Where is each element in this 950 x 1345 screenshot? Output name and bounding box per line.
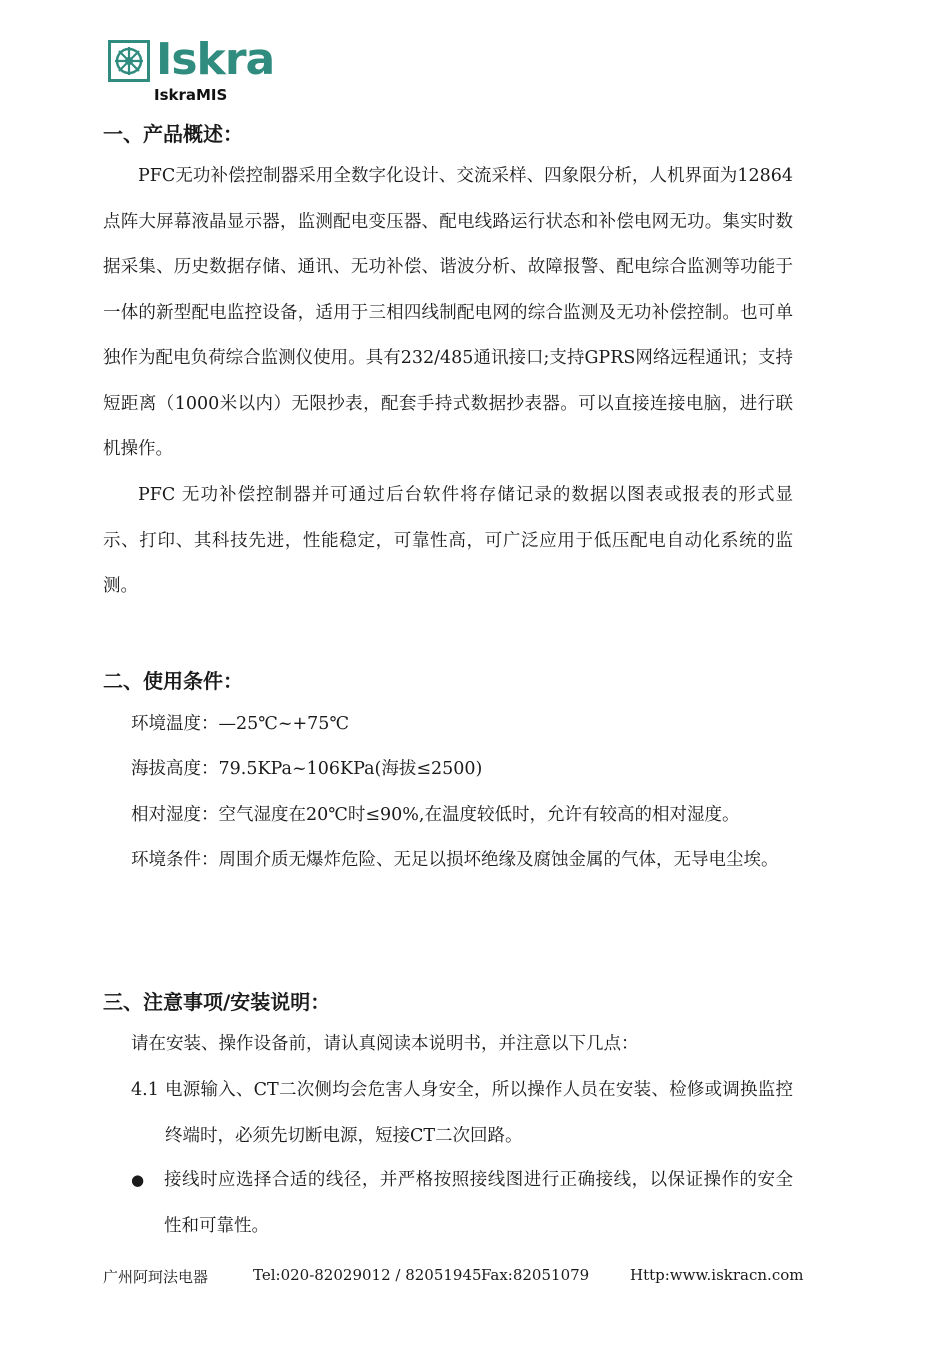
note-bullet-item	[131, 1158, 793, 1249]
section1-paragraph1: PFC无功补偿控制器采用全数字化设计、交流采样、四象限分析，人机界面为12864点阵大屏幕液晶显示器，监测配电变压器、配电线路运行状态和补偿电网无功。集实时数据采集、历史数据存储、通讯、无功补偿、谐波分析、故障报警、配电综合监测等功能于一体的新型配电监控设备，适用于三相四线制配电网的综合监测及无功补偿控制。也可单独作为配电负荷综合监测仪使用。具有232/485通讯接口;支持GPRS网络远程通讯；支持短距离（1000米以内）无限抄表，配套手持式数据抄表器。可以直接连接电脑，进行联机操作。	[103, 166, 793, 459]
logo-sub-name: IskraMIS	[154, 86, 228, 104]
iskra-logo-icon	[108, 40, 150, 82]
section1-heading: 一、产品概述：	[103, 122, 243, 146]
condition-environment	[131, 838, 793, 884]
note-item-4-1	[131, 1068, 793, 1159]
section3-intro: 请在安装、操作设备前，请认真阅读本说明书，并注意以下几点：	[131, 1034, 639, 1054]
company-logo	[108, 34, 275, 106]
section1-paragraph2: PFC 无功补偿控制器并可通过后台软件将存储记录的数据以图表或报表的形式显示、打印、其科技先进，性能稳定，可靠性高，可广泛应用于低压配电自动化系统的监测。	[103, 485, 793, 596]
condition-altitude: 海拔高度：79.5KPa~106KPa(海拔≤2500)	[131, 759, 483, 779]
footer-company: 广州阿珂法电器	[103, 1268, 209, 1286]
bullet-icon: ●	[131, 1171, 145, 1189]
condition-humidity: 相对湿度：空气湿度在20℃时≤90%,在温度较低时，允许有较高的相对湿度。	[131, 805, 740, 825]
footer-fax: Fax:82051079	[481, 1266, 590, 1284]
logo-brand-name: Iskra	[156, 34, 275, 85]
condition-environment-label: 环境条件：	[131, 850, 219, 870]
note-bullet-text: 接线时应选择合适的线径，并严格按照接线图进行正确接线，以保证操作的安全性和可靠性。	[164, 1170, 793, 1236]
note-item-text: 电源输入、CT二次侧均会危害人身安全，所以操作人员在安装、检修或调换监控终端时，必须先切断电源，短接CT二次回路。	[165, 1080, 793, 1146]
page-footer	[103, 1266, 804, 1290]
section3-heading: 三、注意事项/安装说明：	[103, 990, 331, 1014]
condition-temperature: 环境温度：—25℃~+75℃	[131, 714, 350, 734]
footer-website: Http:www.iskracn.com	[630, 1266, 804, 1284]
footer-tel: Tel:020-82029012 / 82051945	[253, 1266, 482, 1284]
section2-heading: 二、使用条件：	[103, 669, 243, 693]
note-item-number: 4.1	[131, 1080, 159, 1100]
condition-environment-value: 周围介质无爆炸危险、无足以损坏绝缘及腐蚀金属的气体，无导电尘埃。	[218, 850, 779, 870]
